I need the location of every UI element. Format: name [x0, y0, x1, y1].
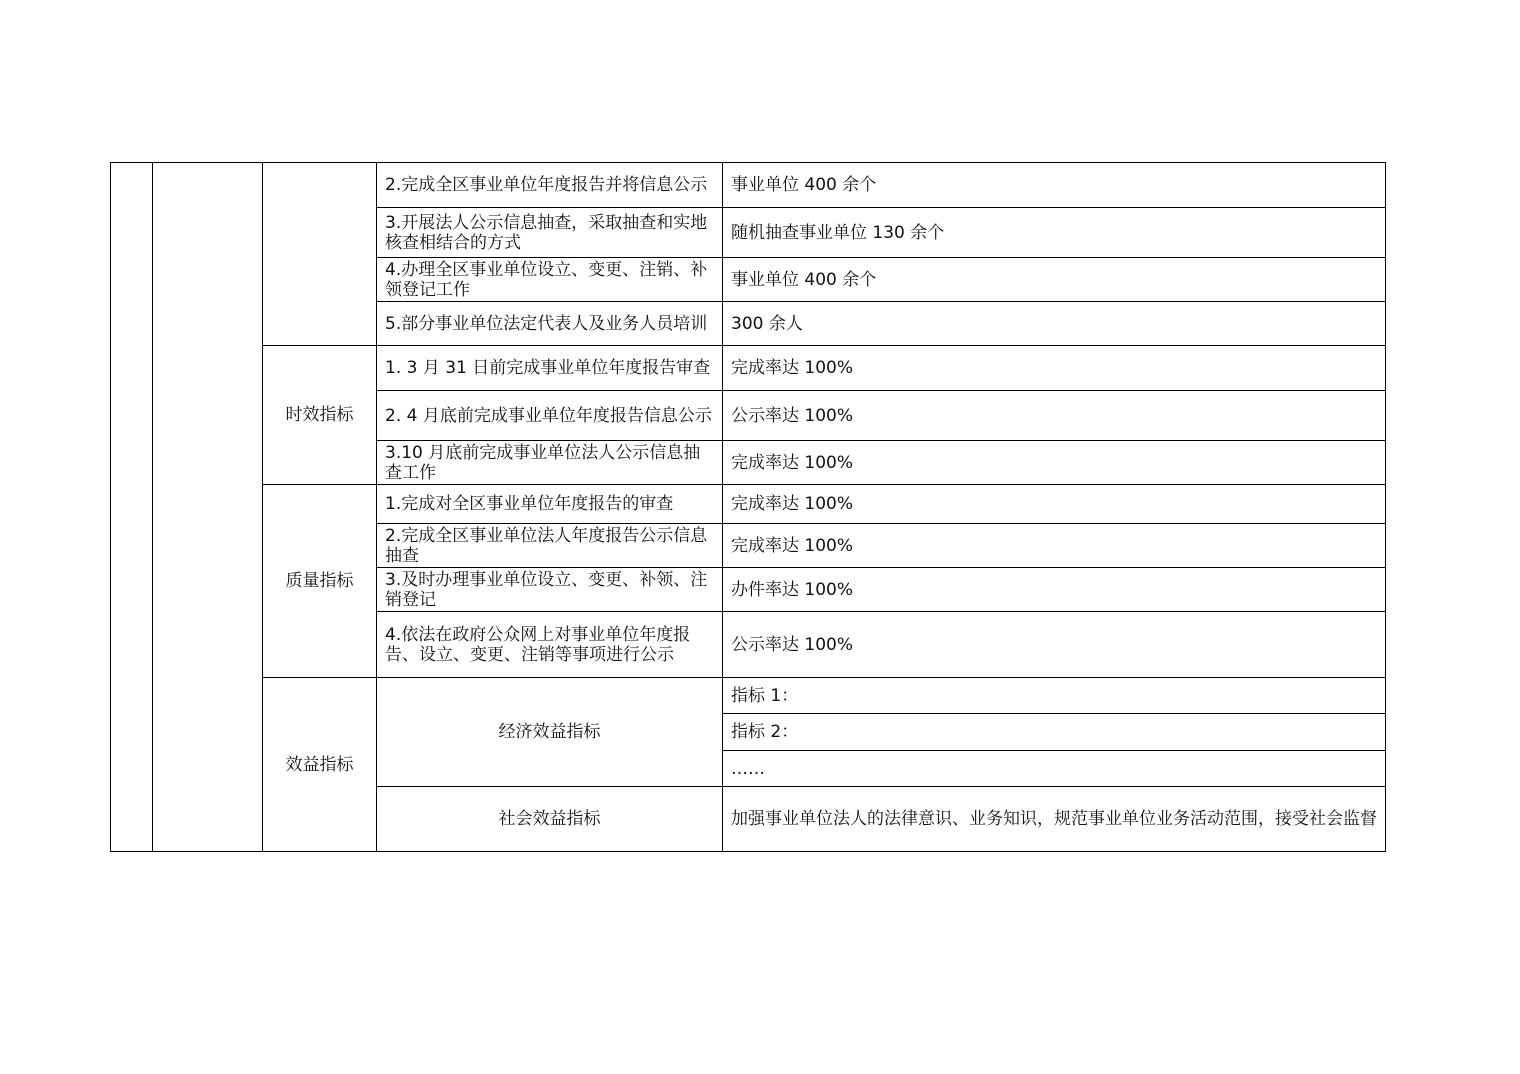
indicator-item: …… [723, 751, 1386, 787]
indicator-value: 随机抽查事业单位 130 余个 [723, 208, 1386, 258]
indicator-item: 指标 1： [723, 678, 1386, 714]
table-row [111, 678, 1386, 714]
indicator-value: 公示率达 100% [723, 612, 1386, 678]
performance-indicator-table [110, 162, 1386, 852]
indicator-value: 完成率达 100% [723, 524, 1386, 568]
quantity-indicator-cell [263, 163, 377, 346]
first-level-cell [111, 163, 153, 852]
indicator-item: 指标 2： [723, 714, 1386, 751]
table-row [111, 485, 1386, 524]
benefit-indicator-label: 效益指标 [263, 678, 377, 852]
indicator-item: 加强事业单位法人的法律意识、业务知识，规范事业单位业务活动范围，接受社会监督 [723, 787, 1386, 852]
indicator-value: 完成率达 100% [723, 485, 1386, 524]
indicator-value: 公示率达 100% [723, 391, 1386, 441]
social-benefit-label: 社会效益指标 [377, 787, 723, 852]
indicator-item: 5.部分事业单位法定代表人及业务人员培训 [377, 302, 723, 346]
output-indicator-cell [153, 163, 263, 852]
indicator-item: 1. 3 月 31 日前完成事业单位年度报告审查 [377, 346, 723, 391]
indicator-item: 3.10 月底前完成事业单位法人公示信息抽查工作 [377, 441, 723, 485]
indicator-value: 完成率达 100% [723, 346, 1386, 391]
timeliness-indicator-label: 时效指标 [263, 346, 377, 485]
indicator-item: 2.完成全区事业单位法人年度报告公示信息抽查 [377, 524, 723, 568]
economic-benefit-label: 经济效益指标 [377, 678, 723, 787]
indicator-item: 3.及时办理事业单位设立、变更、补领、注销登记 [377, 568, 723, 612]
quality-indicator-label: 质量指标 [263, 485, 377, 678]
indicator-item: 3.开展法人公示信息抽查，采取抽查和实地核查相结合的方式 [377, 208, 723, 258]
table-row [111, 346, 1386, 391]
indicator-item: 4.依法在政府公众网上对事业单位年度报告、设立、变更、注销等事项进行公示 [377, 612, 723, 678]
table-row [111, 163, 1386, 208]
indicator-item: 4.办理全区事业单位设立、变更、注销、补领登记工作 [377, 258, 723, 302]
indicator-value: 办件率达 100% [723, 568, 1386, 612]
indicator-item: 2. 4 月底前完成事业单位年度报告信息公示 [377, 391, 723, 441]
indicator-value: 300 余人 [723, 302, 1386, 346]
indicator-item: 2.完成全区事业单位年度报告并将信息公示 [377, 163, 723, 208]
indicator-value: 事业单位 400 余个 [723, 258, 1386, 302]
indicator-item: 1.完成对全区事业单位年度报告的审查 [377, 485, 723, 524]
indicator-value: 完成率达 100% [723, 441, 1386, 485]
indicator-value: 事业单位 400 余个 [723, 163, 1386, 208]
